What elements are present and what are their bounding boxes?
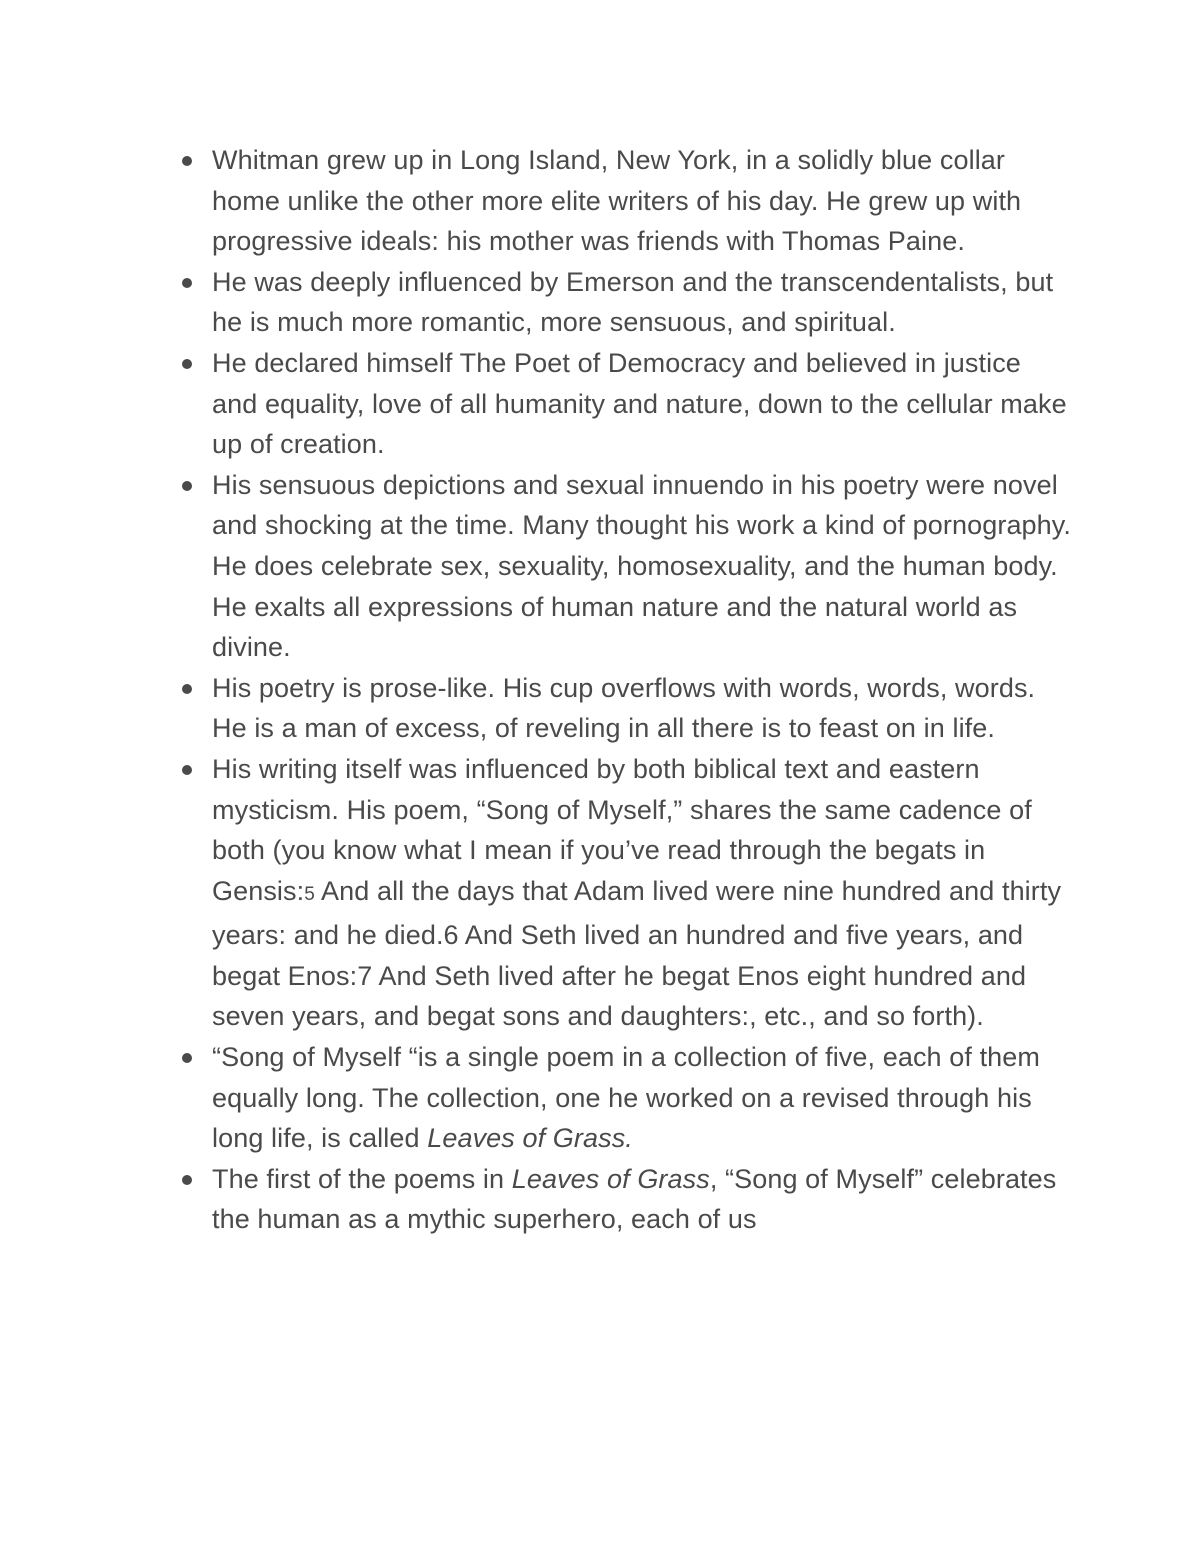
list-item bbox=[212, 1159, 1072, 1240]
list-item-text: He declared himself The Poet of Democracy and believed in justice and equality, love of all humanity and nature, down to the cellular make up of creation. bbox=[212, 347, 1067, 460]
list-item-text: He was deeply influenced by Emerson and the transcendentalists, but he is much more romantic, more sensuous, and spiritual. bbox=[212, 266, 1054, 338]
bullet-list bbox=[212, 140, 1072, 1240]
list-item bbox=[212, 668, 1072, 749]
bullet-icon bbox=[182, 684, 192, 694]
bullet-icon bbox=[182, 765, 192, 775]
list-item bbox=[212, 262, 1072, 343]
list-item-text-part: “Song of Myself “is a single poem in a collection of five, each of them equally long. The collection, one he worked on a revised through his long life, is called bbox=[212, 1042, 1041, 1154]
bullet-icon bbox=[182, 481, 192, 491]
book-title: Leaves of Grass bbox=[511, 1163, 710, 1194]
list-item-text-part: And all the days that Adam lived were nine hundred and thirty years: and he died.6 And Seth lived an hundred and five years, and begat Enos:7 And Seth lived after he begat Enos eight hundred and seven years, and begat sons and daughters:, etc., and so forth). bbox=[212, 875, 1062, 1032]
verse-number: 5 bbox=[304, 883, 315, 905]
list-item-text bbox=[212, 1042, 1040, 1153]
list-item-text-part: , “Song of Myself” celebrates the human as a mythic superhero, each of us bbox=[212, 1163, 1057, 1235]
bullet-icon bbox=[182, 1175, 192, 1185]
list-item-text-part: His writing itself was influenced by both biblical text and eastern mysticism. His poem, “Song of Myself,” shares the same cadence of both (you know what I mean if you’ve read through the begats in Gensis: bbox=[212, 753, 1032, 906]
list-item-text bbox=[212, 754, 1061, 1032]
book-title: Leaves of Grass. bbox=[427, 1123, 633, 1154]
list-item bbox=[212, 749, 1072, 1037]
list-item-text: His sensuous depictions and sexual innuendo in his poetry were novel and shocking at the time. Many thought his work a kind of pornography. He does celebrate sex, sexuality, homosexuality, and the human body. He exalts all expressions of human nature and the natural world as divine. bbox=[212, 469, 1071, 663]
list-item-text bbox=[212, 1164, 1056, 1235]
list-item bbox=[212, 1037, 1072, 1159]
bullet-icon bbox=[182, 1053, 192, 1063]
list-item-text-part: The first of the poems in bbox=[212, 1163, 512, 1194]
list-item bbox=[212, 343, 1072, 465]
bullet-icon bbox=[182, 278, 192, 288]
bullet-icon bbox=[182, 359, 192, 369]
list-item bbox=[212, 465, 1072, 668]
list-item-text: Whitman grew up in Long Island, New York, in a solidly blue collar home unlike the other more elite writers of his day. He grew up with progressive ideals: his mother was friends with Thomas Paine. bbox=[212, 145, 1022, 257]
bullet-icon bbox=[182, 156, 192, 166]
list-item-text: His poetry is prose-like. His cup overflows with words, words, words. He is a man of excess, of reveling in all there is to feast on in life. bbox=[212, 672, 1036, 744]
list-item bbox=[212, 140, 1072, 262]
